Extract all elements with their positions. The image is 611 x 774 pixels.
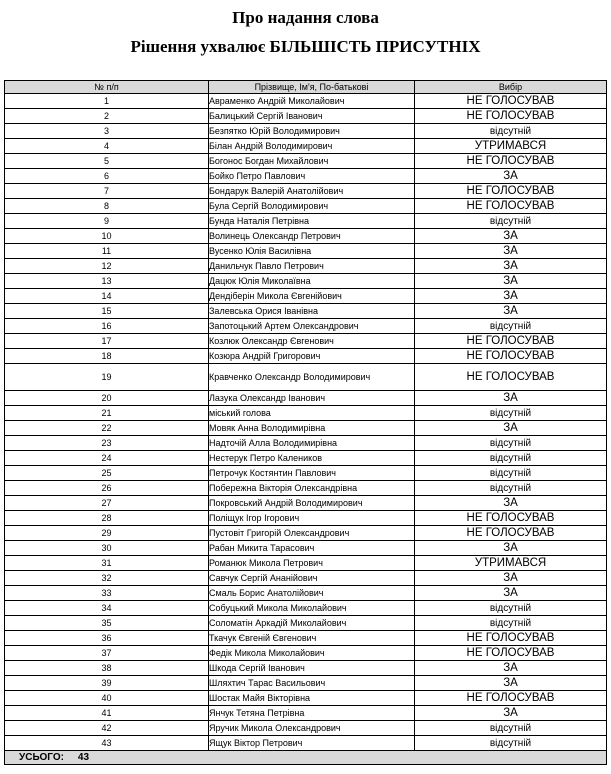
table-row [5,244,607,259]
row-number: 7 [5,184,209,199]
document-title: Про надання слова [232,8,379,27]
row-number: 36 [5,631,209,646]
member-name: Запотоцький Артем Олександрович [209,319,415,334]
table-row [5,481,607,496]
vote-choice: НЕ ГОЛОСУВАВ [415,154,607,169]
member-name: Балицький Сергій Іванович [209,109,415,124]
member-name: Була Сергій Володимирович [209,199,415,214]
vote-choice: НЕ ГОЛОСУВАВ [415,631,607,646]
row-number: 43 [5,736,209,751]
member-name: Данильчук Павло Петрович [209,259,415,274]
row-number: 18 [5,349,209,364]
column-header-number: № п/п [5,81,209,94]
table-row [5,571,607,586]
member-name: Авраменко Андрій Миколайович [209,94,415,109]
vote-choice: ЗА [415,259,607,274]
table-row [5,274,607,289]
vote-choice: ЗА [415,706,607,721]
member-name: Ящук Віктор Петрович [209,736,415,751]
member-name: Смаль Борис Анатолійович [209,586,415,601]
member-name: Козюра Андрій Григорович [209,349,415,364]
row-number: 30 [5,541,209,556]
row-number: 13 [5,274,209,289]
table-row [5,289,607,304]
row-number: 11 [5,244,209,259]
row-number: 34 [5,601,209,616]
member-name: Нестерук Петро Калеников [209,451,415,466]
total-row [5,751,607,765]
row-number: 42 [5,721,209,736]
row-number: 5 [5,154,209,169]
table-row [5,556,607,571]
member-name: Лазука Олександр Іванович [209,391,415,406]
row-number: 9 [5,214,209,229]
row-number: 23 [5,436,209,451]
member-name: Кравченко Олександр Володимирович [209,364,415,391]
member-name: Шкода Сергій Іванович [209,661,415,676]
decision-rule: Рішення ухвалює БІЛЬШІСТЬ ПРИСУТНІХ [130,37,481,56]
member-name: Залевська Орися Іванівна [209,304,415,319]
total-value: 43 [77,751,90,763]
vote-choice: ЗА [415,496,607,511]
row-number: 29 [5,526,209,541]
member-name: Романюк Микола Петрович [209,556,415,571]
table-row [5,364,607,391]
table-row [5,421,607,436]
vote-choice: ЗА [415,304,607,319]
vote-choice: ЗА [415,229,607,244]
member-name: Шостак Майя Вікторівна [209,691,415,706]
table-row [5,526,607,541]
row-number: 24 [5,451,209,466]
table-row [5,451,607,466]
member-name: Надточій Алла Володимирівна [209,436,415,451]
table-row [5,406,607,421]
member-name: Білан Андрій Володимирович [209,139,415,154]
table-row [5,124,607,139]
member-name: Шляхтич Тарас Васильович [209,676,415,691]
vote-choice: НЕ ГОЛОСУВАВ [415,691,607,706]
table-row [5,139,607,154]
vote-choice: відсутній [415,319,607,334]
row-number: 38 [5,661,209,676]
table-row [5,736,607,751]
vote-choice: ЗА [415,661,607,676]
row-number: 41 [5,706,209,721]
member-name: Вусенко Юлія Василівна [209,244,415,259]
row-number: 6 [5,169,209,184]
member-name: Побережна Вікторія Олександрівна [209,481,415,496]
vote-choice: ЗА [415,676,607,691]
row-number: 19 [5,364,209,391]
table-row [5,259,607,274]
table-row [5,169,607,184]
table-row [5,94,607,109]
table-row [5,214,607,229]
row-number: 16 [5,319,209,334]
table-row [5,676,607,691]
vote-choice: НЕ ГОЛОСУВАВ [415,334,607,349]
vote-choice: УТРИМАВСЯ [415,139,607,154]
vote-choice: НЕ ГОЛОСУВАВ [415,364,607,391]
table-row [5,691,607,706]
vote-choice: НЕ ГОЛОСУВАВ [415,646,607,661]
vote-choice: відсутній [415,601,607,616]
vote-choice: ЗА [415,169,607,184]
member-name: Федік Микола Миколайович [209,646,415,661]
table-row [5,304,607,319]
table-row [5,646,607,661]
member-name: Рабан Микита Тарасович [209,541,415,556]
vote-choice: відсутній [415,736,607,751]
vote-choice: відсутній [415,481,607,496]
member-name: Бойко Петро Павлович [209,169,415,184]
vote-choice: ЗА [415,289,607,304]
row-number: 40 [5,691,209,706]
vote-choice: НЕ ГОЛОСУВАВ [415,94,607,109]
table-row [5,496,607,511]
row-number: 39 [5,676,209,691]
vote-choice: ЗА [415,274,607,289]
row-number: 15 [5,304,209,319]
table-row [5,199,607,214]
column-header-vote: Вибір [415,81,607,94]
table-row [5,319,607,334]
member-name: Петрочук Костянтин Павлович [209,466,415,481]
row-number: 22 [5,421,209,436]
table-row [5,661,607,676]
vote-choice: відсутній [415,436,607,451]
vote-choice: відсутній [415,214,607,229]
member-name: Пустовіт Григорій Олександрович [209,526,415,541]
vote-choice: ЗА [415,571,607,586]
member-name: Бунда Наталія Петрівна [209,214,415,229]
table-row [5,436,607,451]
table-row [5,616,607,631]
row-number: 32 [5,571,209,586]
row-number: 8 [5,199,209,214]
row-number: 3 [5,124,209,139]
member-name: Бондарук Валерій Анатолійович [209,184,415,199]
row-number: 31 [5,556,209,571]
vote-choice: ЗА [415,586,607,601]
row-number: 10 [5,229,209,244]
vote-choice: НЕ ГОЛОСУВАВ [415,511,607,526]
row-number: 17 [5,334,209,349]
vote-choice: НЕ ГОЛОСУВАВ [415,109,607,124]
row-number: 27 [5,496,209,511]
table-row [5,334,607,349]
vote-choice: НЕ ГОЛОСУВАВ [415,199,607,214]
table-row [5,349,607,364]
member-name: Козлюк Олександр Євгенович [209,334,415,349]
vote-choice: НЕ ГОЛОСУВАВ [415,526,607,541]
table-row [5,109,607,124]
votes-table [4,80,607,765]
table-row [5,184,607,199]
table-row [5,511,607,526]
table-row [5,601,607,616]
vote-choice: ЗА [415,421,607,436]
member-name: Янчук Тетяна Петрівна [209,706,415,721]
vote-choice: відсутній [415,721,607,736]
row-number: 37 [5,646,209,661]
vote-choice: відсутній [415,616,607,631]
vote-choice: відсутній [415,406,607,421]
member-name: міський голова [209,406,415,421]
vote-choice: ЗА [415,244,607,259]
table-row [5,631,607,646]
member-name: Безпятко Юрій Володимирович [209,124,415,139]
member-name: Мовяк Анна Володимирівна [209,421,415,436]
row-number: 28 [5,511,209,526]
row-number: 4 [5,139,209,154]
row-number: 26 [5,481,209,496]
member-name: Дендіберін Микола Євгенійович [209,289,415,304]
vote-choice: ЗА [415,391,607,406]
row-number: 21 [5,406,209,421]
vote-choice: НЕ ГОЛОСУВАВ [415,349,607,364]
vote-choice: відсутній [415,466,607,481]
vote-choice: ЗА [415,541,607,556]
table-row [5,391,607,406]
row-number: 35 [5,616,209,631]
table-row [5,706,607,721]
table-row [5,229,607,244]
member-name: Волинець Олександр Петрович [209,229,415,244]
row-number: 14 [5,289,209,304]
table-row [5,466,607,481]
member-name: Ткачук Євгеній Євгенович [209,631,415,646]
member-name: Покровський Андрій Володимирович [209,496,415,511]
member-name: Савчук Сергій Ананійович [209,571,415,586]
vote-choice: відсутній [415,124,607,139]
table-row [5,721,607,736]
row-number: 33 [5,586,209,601]
member-name: Собуцький Микола Миколайович [209,601,415,616]
member-name: Соломатін Аркадій Миколайович [209,616,415,631]
vote-choice: НЕ ГОЛОСУВАВ [415,184,607,199]
vote-choice: УТРИМАВСЯ [415,556,607,571]
member-name: Яручик Микола Олександрович [209,721,415,736]
row-number: 25 [5,466,209,481]
member-name: Дацюк Юлія Миколаївна [209,274,415,289]
table-row [5,541,607,556]
vote-choice: відсутній [415,451,607,466]
row-number: 2 [5,109,209,124]
member-name: Богонос Богдан Михайлович [209,154,415,169]
table-row [5,154,607,169]
row-number: 12 [5,259,209,274]
table-row [5,586,607,601]
row-number: 20 [5,391,209,406]
column-header-name: Прізвище, Ім'я, По-батькові [209,81,415,94]
total-cell [5,751,607,765]
total-label: УСЬОГО: [19,751,64,763]
table-header-row [5,81,607,94]
row-number: 1 [5,94,209,109]
member-name: Поліщук Ігор Ігорович [209,511,415,526]
